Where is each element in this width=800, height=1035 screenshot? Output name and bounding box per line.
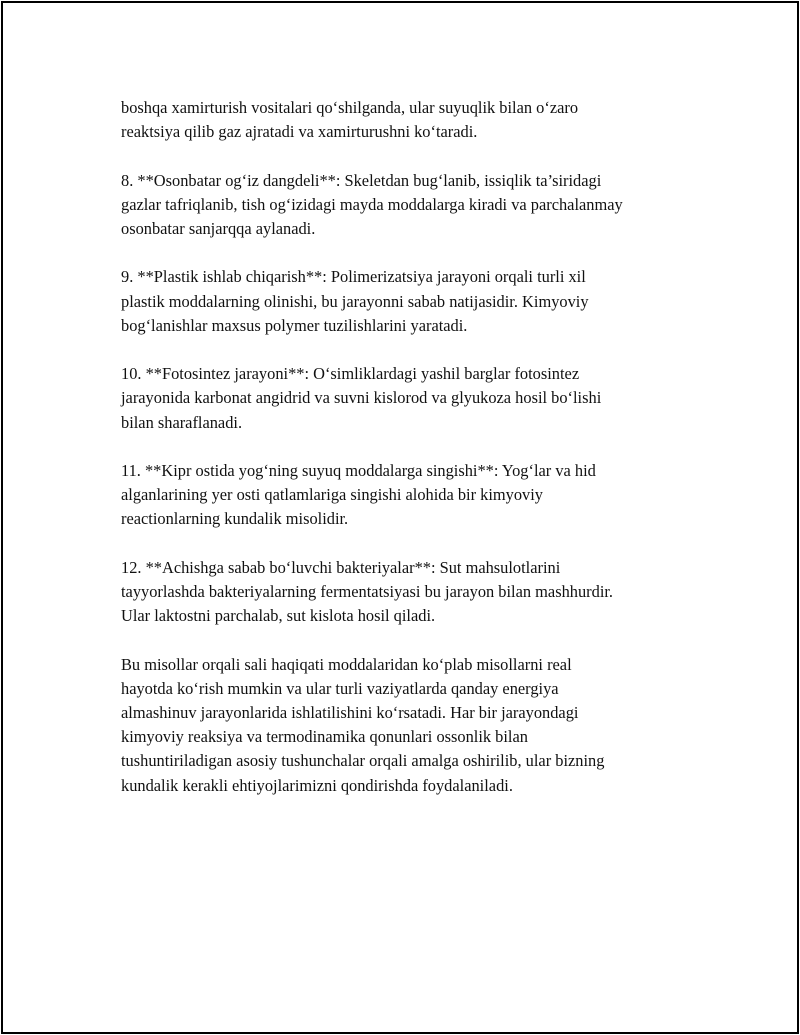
text-line: Ular laktostni parchalab, sut kislota hosil qiladi. xyxy=(121,606,436,626)
text-line: gazlar tafriqlanib, tish og‘izidagi mayda moddalarga kiradi va parchalanmay xyxy=(121,194,623,214)
paragraph-item-12 xyxy=(121,556,691,629)
text-line: reaktsiya qilib gaz ajratadi va xamirturushni ko‘taradi. xyxy=(121,122,478,142)
text-line: osonbatar sanjarqqa aylanadi. xyxy=(121,219,316,238)
text-line: Bu misollar orqali sali haqiqati moddalaridan ko‘plab misollarni real xyxy=(121,654,572,674)
text-line: alganlarining yer osti qatlamlariga singishi alohida bir kimyoviy xyxy=(121,485,543,505)
text-line: kundalik kerakli ehtiyojlarimizni qondirishda foydalaniladi. xyxy=(121,775,513,795)
text-line: hayotda ko‘rish mumkin va ular turli vaziyatlarda qanday energiya xyxy=(121,678,559,698)
paragraph-conclusion xyxy=(121,653,691,798)
text-line: tayyorlashda bakteriyalarning fermentatsiyasi bu jarayon bilan mashhurdir. xyxy=(121,581,614,601)
paragraph-item-10 xyxy=(121,362,691,435)
text-line: tushuntiriladigan asosiy tushunchalar orqali amalga oshirilib, ular bizning xyxy=(121,751,605,771)
text-line: 12. **Achishga sabab bo‘luvchi bakteriyalar**: Sut mahsulotlarini xyxy=(121,557,561,577)
paragraph-item-11 xyxy=(121,459,691,532)
text-line: reactionlarning kundalik misolidir. xyxy=(121,509,349,529)
text-line: almashinuv jarayonlarida ishlatilishini ko‘rsatadi. Har bir jarayondagi xyxy=(121,702,579,722)
text-line: bilan sharaflanadi. xyxy=(121,412,243,432)
text-line: kimyoviy reaksiya va termodinamika qonunlari ossonlik bilan xyxy=(121,727,528,747)
text-line: boshqa xamirturish vositalari qo‘shilganda, ular suyuqlik bilan o‘zaro xyxy=(121,98,579,117)
text-line: 8. **Osonbatar og‘iz dangdeli**: Skeletdan bug‘lanib, issiqlik ta’siridagi xyxy=(121,170,602,190)
text-line: jarayonida karbonat angidrid va suvni kislorod va glyukoza hosil bo‘lishi xyxy=(121,388,602,408)
text-line: 10. **Fotosintez jarayoni**: O‘simliklardagi yashil barglar fotosintez xyxy=(121,364,580,384)
document-body xyxy=(121,96,691,822)
paragraph-intro xyxy=(121,96,691,144)
text-line: bog‘lanishlar maxsus polymer tuzilishlarini yaratadi. xyxy=(121,315,468,335)
document-page xyxy=(1,1,799,1034)
paragraph-item-8 xyxy=(121,169,691,242)
text-line: 11. **Kipr ostida yog‘ning suyuq moddalarga singishi**: Yog‘lar va hid xyxy=(121,460,596,480)
text-line: plastik moddalarning olinishi, bu jarayonni sabab natijasidir. Kimyoviy xyxy=(121,291,589,311)
paragraph-item-9 xyxy=(121,265,691,338)
text-line: 9. **Plastik ishlab chiqarish**: Polimerizatsiya jarayoni orqali turli xil xyxy=(121,267,586,287)
